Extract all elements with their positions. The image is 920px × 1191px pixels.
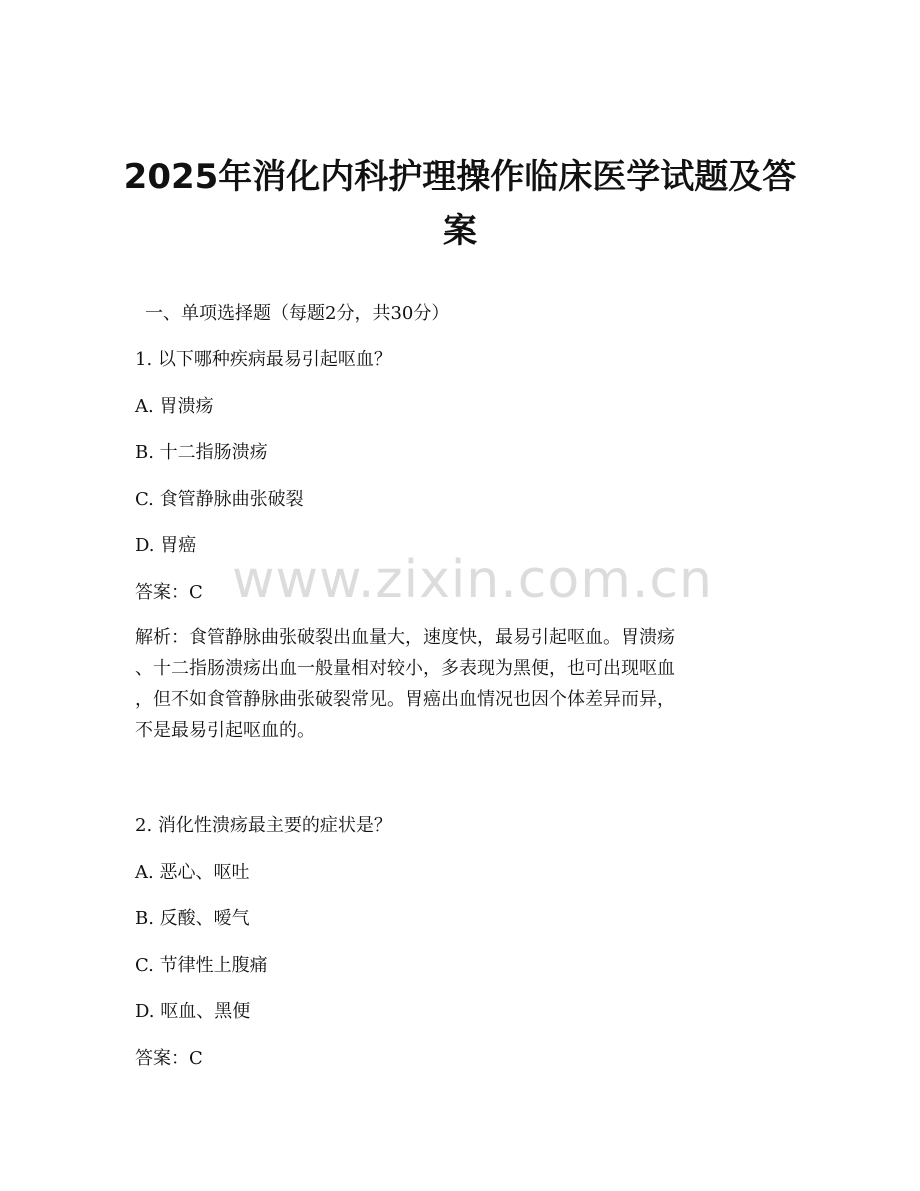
question-2-stem: 2. 消化性溃疡最主要的症状是？ bbox=[135, 815, 392, 836]
question-2-option-a: A. 恶心、呕吐 bbox=[135, 862, 250, 883]
question-1-option-a: A. 胃溃疡 bbox=[135, 396, 214, 417]
question-2-option-d: D. 呕血、黑便 bbox=[135, 1001, 251, 1022]
title-line-2: 案 bbox=[443, 211, 477, 251]
question-2-option-c: C. 节律性上腹痛 bbox=[135, 955, 268, 976]
watermark: www.zixin.com.cn bbox=[232, 550, 713, 610]
question-1-stem: 1. 以下哪种疾病最易引起呕血？ bbox=[135, 349, 392, 370]
question-1-option-b: B. 十二指肠溃疡 bbox=[135, 442, 268, 463]
document-title bbox=[100, 150, 820, 258]
question-1-answer: 答案：C bbox=[135, 582, 203, 603]
title-line-1: 2025年消化内科护理操作临床医学试题及答 bbox=[123, 157, 797, 197]
question-1-option-d: D. 胃癌 bbox=[135, 535, 197, 556]
question-1-explanation bbox=[135, 622, 775, 746]
explanation-line: 不是最易引起呕血的。 bbox=[135, 720, 315, 741]
explanation-line: ，但不如食管静脉曲张破裂常见。胃癌出血情况也因个体差异而异， bbox=[135, 689, 675, 710]
explanation-line: 、十二指肠溃疡出血一般量相对较小，多表现为黑便，也可出现呕血 bbox=[135, 658, 675, 679]
question-2-answer: 答案：C bbox=[135, 1048, 203, 1069]
question-1-option-c: C. 食管静脉曲张破裂 bbox=[135, 489, 304, 510]
section-heading: 一、单项选择题（每题2分，共30分） bbox=[145, 303, 450, 324]
question-2-option-b: B. 反酸、嗳气 bbox=[135, 908, 250, 929]
explanation-line: 解析：食管静脉曲张破裂出血量大，速度快，最易引起呕血。胃溃疡 bbox=[135, 627, 675, 648]
